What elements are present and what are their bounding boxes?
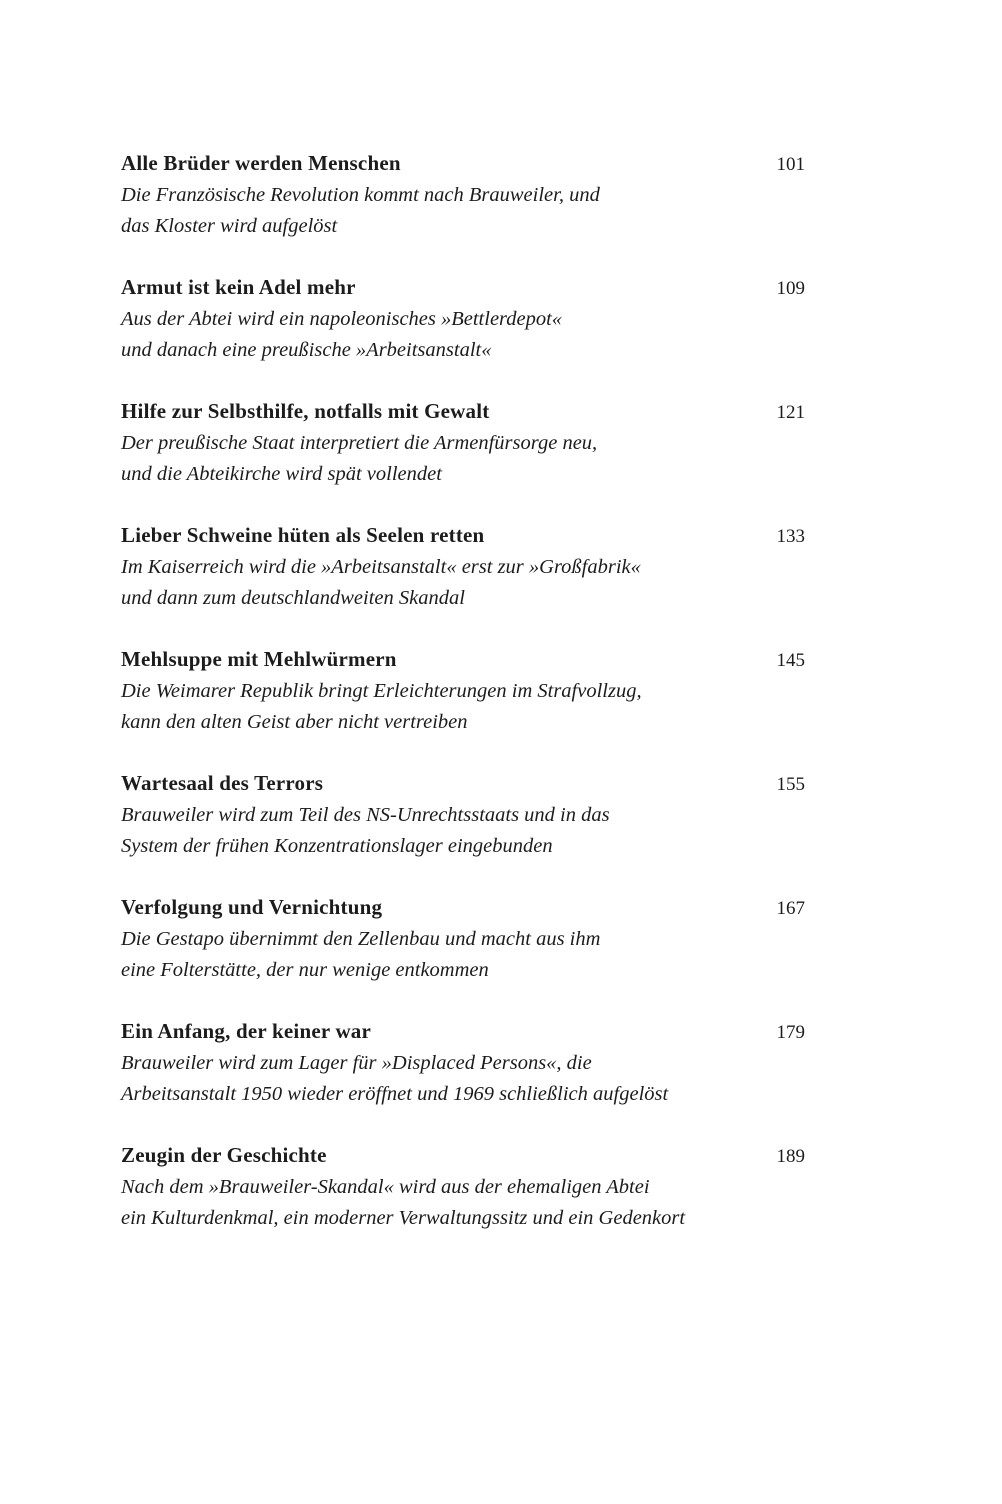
chapter-page-number: 167 bbox=[776, 898, 805, 919]
subtitle-line: Im Kaiserreich wird die »Arbeitsanstalt« erst zur »Großfabrik« bbox=[121, 556, 641, 578]
chapter-subtitle bbox=[121, 552, 805, 614]
chapter-subtitle bbox=[121, 1172, 805, 1234]
subtitle-line: das Kloster wird aufgelöst bbox=[121, 215, 338, 237]
subtitle-line: eine Folterstätte, der nur wenige entkommen bbox=[121, 959, 489, 981]
toc-entry bbox=[121, 1140, 805, 1234]
chapter-title: Mehlsuppe mit Mehlwürmern bbox=[121, 647, 397, 671]
subtitle-line: Die Weimarer Republik bringt Erleichterungen im Strafvollzug, bbox=[121, 680, 642, 702]
chapter-title: Armut ist kein Adel mehr bbox=[121, 275, 356, 299]
toc-entry bbox=[121, 148, 805, 242]
chapter-page-number: 121 bbox=[776, 402, 805, 423]
toc-entry bbox=[121, 272, 805, 366]
subtitle-line: und danach eine preußische »Arbeitsanstalt« bbox=[121, 339, 492, 361]
subtitle-line: und dann zum deutschlandweiten Skandal bbox=[121, 587, 465, 609]
toc-entry bbox=[121, 520, 805, 614]
chapter-subtitle bbox=[121, 428, 805, 490]
subtitle-line: kann den alten Geist aber nicht vertreiben bbox=[121, 711, 468, 733]
entry-head bbox=[121, 644, 805, 676]
chapter-title: Ein Anfang, der keiner war bbox=[121, 1019, 372, 1043]
chapter-subtitle bbox=[121, 180, 805, 242]
chapter-title: Hilfe zur Selbsthilfe, notfalls mit Gewalt bbox=[121, 399, 490, 423]
entry-head bbox=[121, 1016, 805, 1048]
toc-entry bbox=[121, 1016, 805, 1110]
subtitle-line: Arbeitsanstalt 1950 wieder eröffnet und 1969 schließlich aufgelöst bbox=[121, 1083, 669, 1105]
chapter-title: Lieber Schweine hüten als Seelen retten bbox=[121, 523, 485, 547]
chapter-subtitle bbox=[121, 304, 805, 366]
chapter-subtitle bbox=[121, 924, 805, 986]
chapter-subtitle bbox=[121, 800, 805, 862]
subtitle-line: Brauweiler wird zum Lager für »Displaced Persons«, die bbox=[121, 1052, 592, 1074]
subtitle-line: und die Abteikirche wird spät vollendet bbox=[121, 463, 442, 485]
chapter-page-number: 145 bbox=[776, 650, 805, 671]
chapter-title: Verfolgung und Vernichtung bbox=[121, 895, 383, 919]
chapter-title: Alle Brüder werden Menschen bbox=[121, 151, 401, 175]
entry-head bbox=[121, 1140, 805, 1172]
chapter-page-number: 133 bbox=[776, 526, 805, 547]
entry-head bbox=[121, 396, 805, 428]
chapter-page-number: 189 bbox=[776, 1146, 805, 1167]
chapter-page-number: 179 bbox=[776, 1022, 805, 1043]
chapter-title: Wartesaal des Terrors bbox=[121, 771, 324, 795]
toc-entry bbox=[121, 396, 805, 490]
subtitle-line: Nach dem »Brauweiler-Skandal« wird aus der ehemaligen Abtei bbox=[121, 1176, 650, 1198]
entry-head bbox=[121, 768, 805, 800]
subtitle-line: ein Kulturdenkmal, ein moderner Verwaltungssitz und ein Gedenkort bbox=[121, 1207, 686, 1229]
toc-entry bbox=[121, 644, 805, 738]
entry-head bbox=[121, 892, 805, 924]
toc-entry bbox=[121, 892, 805, 986]
subtitle-line: Aus der Abtei wird ein napoleonisches »Bettlerdepot« bbox=[121, 308, 563, 330]
chapter-page-number: 155 bbox=[776, 774, 805, 795]
subtitle-line: Der preußische Staat interpretiert die Armenfürsorge neu, bbox=[121, 432, 598, 454]
entry-head bbox=[121, 148, 805, 180]
chapter-page-number: 101 bbox=[776, 154, 805, 175]
entry-head bbox=[121, 520, 805, 552]
chapter-subtitle bbox=[121, 1048, 805, 1110]
table-of-contents bbox=[121, 148, 805, 1234]
subtitle-line: Brauweiler wird zum Teil des NS-Unrechtsstaats und in das bbox=[121, 804, 610, 826]
chapter-page-number: 109 bbox=[776, 278, 805, 299]
subtitle-line: Die Gestapo übernimmt den Zellenbau und macht aus ihm bbox=[121, 928, 601, 950]
subtitle-line: System der frühen Konzentrationslager eingebunden bbox=[121, 835, 553, 857]
entry-head bbox=[121, 272, 805, 304]
chapter-title: Zeugin der Geschichte bbox=[121, 1143, 327, 1167]
toc-entry bbox=[121, 768, 805, 862]
chapter-subtitle bbox=[121, 676, 805, 738]
subtitle-line: Die Französische Revolution kommt nach Brauweiler, und bbox=[121, 184, 600, 206]
